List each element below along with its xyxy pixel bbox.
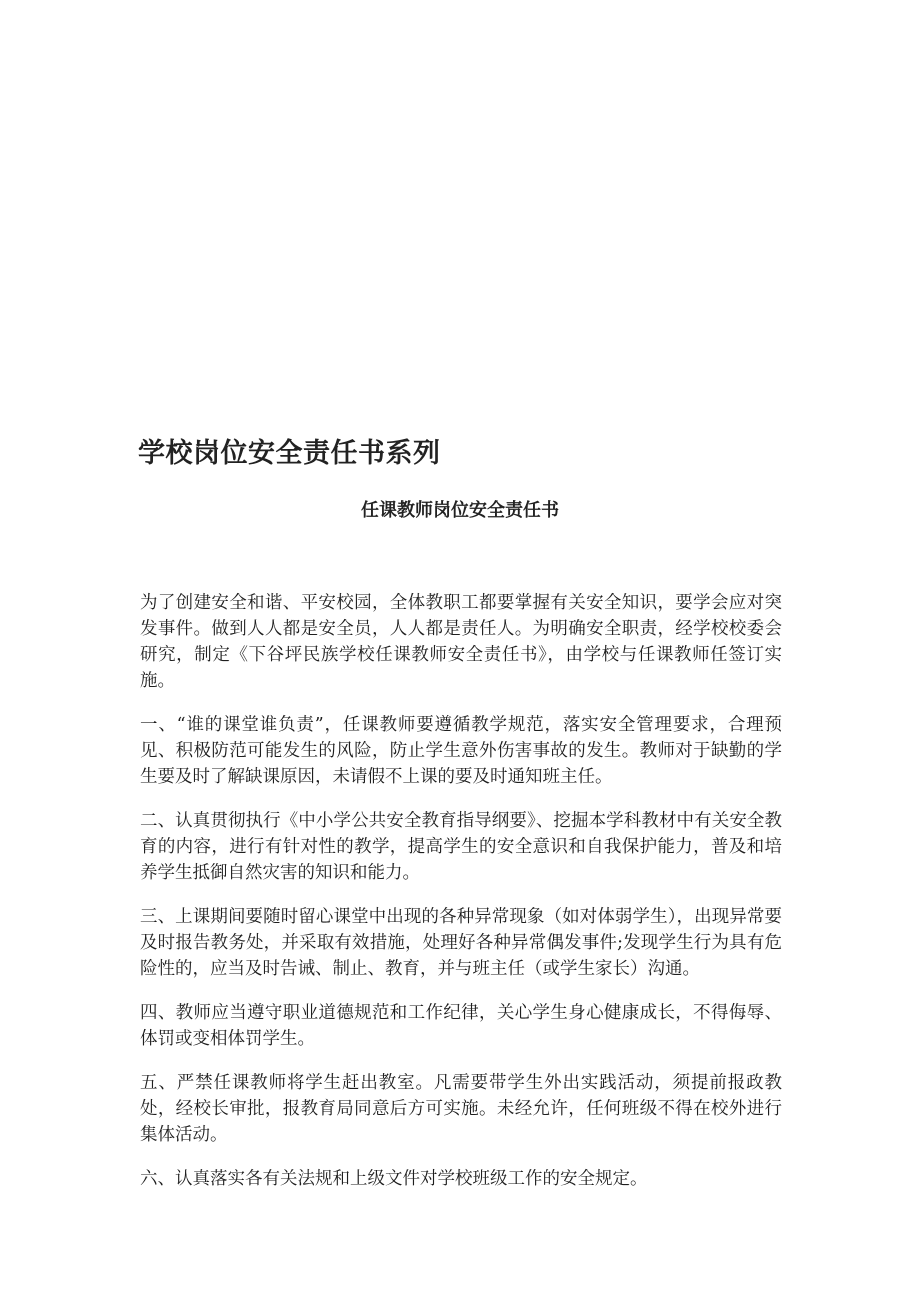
- clause-paragraph-6: 六、认真落实各有关法规和上级文件对学校班级工作的安全规定。: [140, 1169, 648, 1189]
- clause-paragraph-1: 一、“谁的课堂谁负责”，任课教师要遵循教学规范，落实安全管理要求，合理预见、积极防范可能发生的风险，防止学生意外伤害事故的发生。教师对于缺勤的学生要及时了解缺课原因，未请假不上课的要及时通知班主任。: [140, 715, 782, 787]
- intro-paragraph: 为了创建安全和谐、平安校园，全体教职工都要掌握有关安全知识，要学会应对突发事件。做到人人都是安全员，人人都是责任人。为明确安全职责，经学校校委会研究，制定《下谷坪民族学校任课教师安全责任书》，由学校与任课教师任签订实施。: [140, 593, 782, 691]
- clause-paragraph-4: 四、教师应当遵守职业道德规范和工作纪律，关心学生身心健康成长，不得侮辱、体罚或变相体罚学生。: [140, 1003, 782, 1049]
- document-body: [140, 590, 782, 1210]
- clause-paragraph-2: 二、认真贯彻执行《中小学公共安全教育指导纲要》、挖掘本学科教材中有关安全教育的内容，进行有针对性的教学，提高学生的安全意识和自我保护能力，普及和培养学生抵御自然灾害的知识和能力。: [140, 811, 782, 883]
- document-subtitle: 任课教师岗位安全责任书: [361, 500, 559, 521]
- clause-paragraph-5: 五、严禁任课教师将学生赶出教室。凡需要带学生外出实践活动，须提前报政教处，经校长审批，报教育局同意后方可实施。未经允许，任何班级不得在校外进行集体活动。: [140, 1073, 782, 1145]
- clause-paragraph-3: 三、上课期间要随时留心课堂中出现的各种异常现象（如对体弱学生），出现异常要及时报告教务处，并采取有效措施，处理好各种异常偶发事件;发现学生行为具有危险性的，应当及时告诫、制止、教育，并与班主任（或学生家长）沟通。: [140, 907, 782, 979]
- document-title: 学校岗位安全责任书系列: [138, 438, 441, 469]
